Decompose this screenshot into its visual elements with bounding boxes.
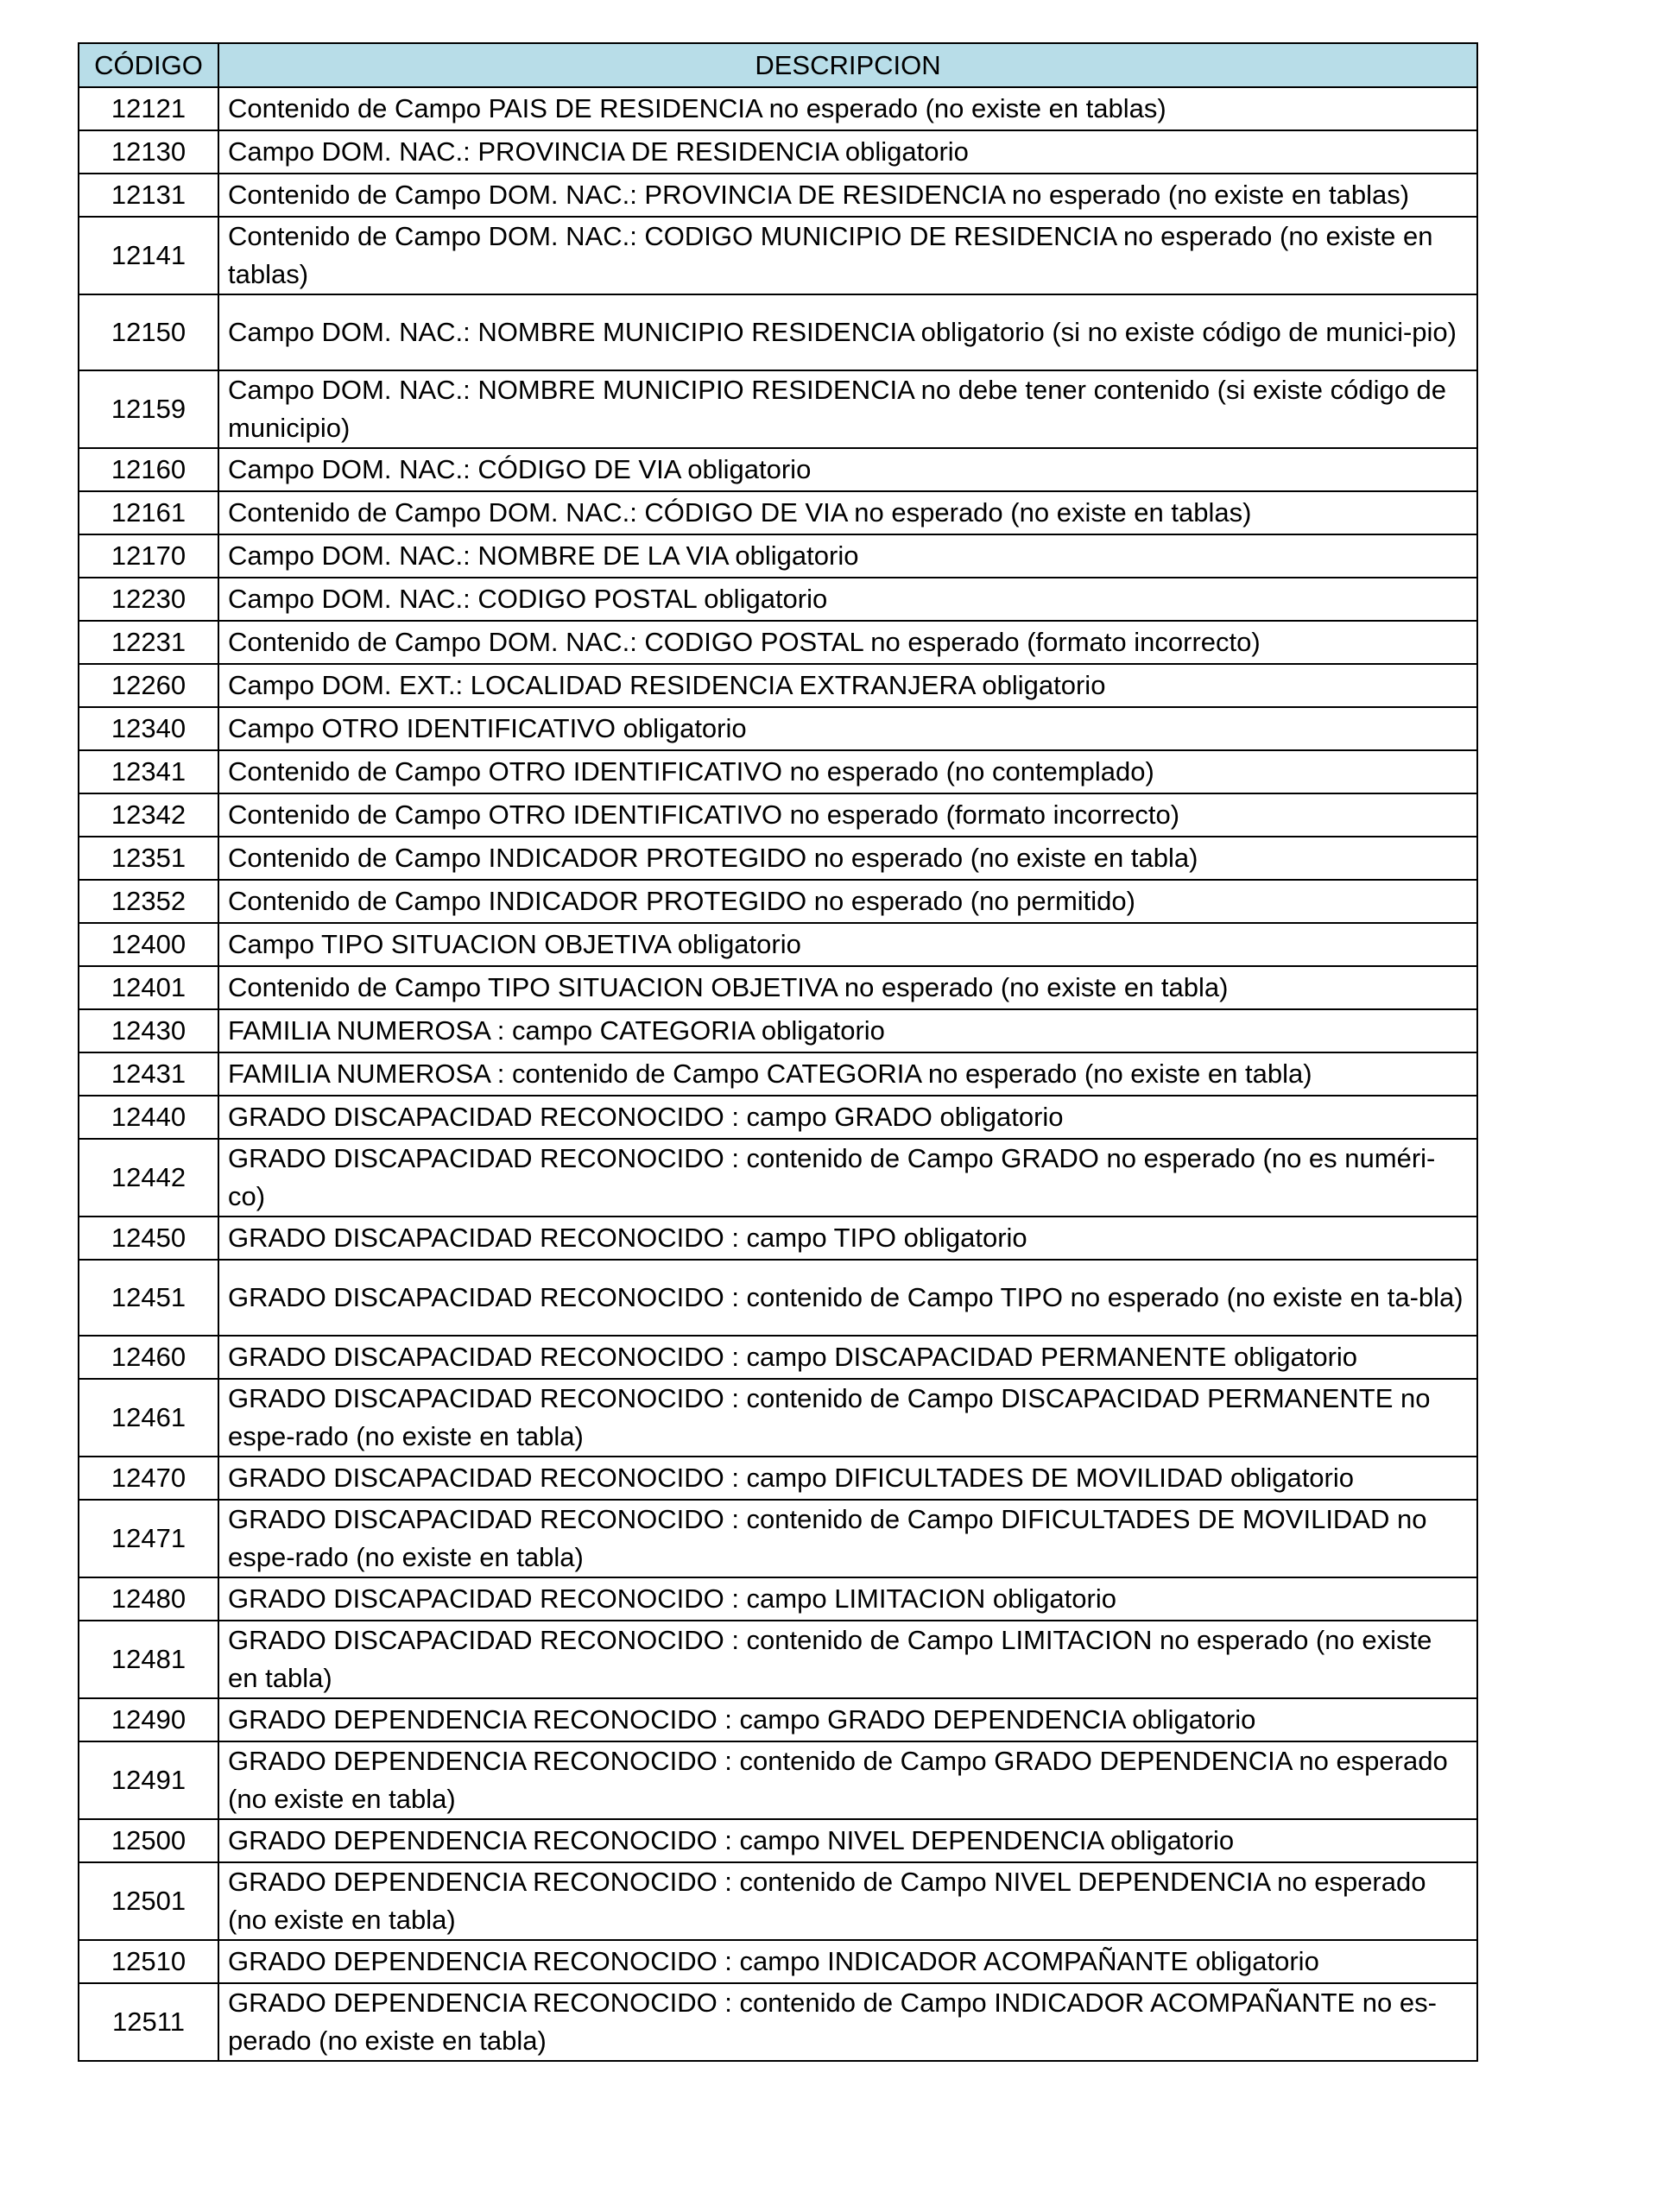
code-cell: 12231	[79, 621, 218, 664]
table-row	[79, 621, 1477, 664]
table-row	[79, 923, 1477, 966]
table-row	[79, 534, 1477, 578]
description-cell: FAMILIA NUMEROSA : contenido de Campo CATEGORIA no esperado (no existe en tabla)	[218, 1052, 1477, 1096]
description-cell: Campo DOM. NAC.: NOMBRE MUNICIPIO RESIDENCIA obligatorio (si no existe código de munici-pio)	[218, 294, 1477, 370]
code-cell: 12440	[79, 1096, 218, 1139]
table-row	[79, 1139, 1477, 1217]
table-row	[79, 1379, 1477, 1457]
table-header-row	[79, 43, 1477, 87]
table-row	[79, 217, 1477, 294]
code-cell: 12150	[79, 294, 218, 370]
table-row	[79, 1983, 1477, 2061]
code-cell: 12431	[79, 1052, 218, 1096]
code-cell: 12510	[79, 1940, 218, 1983]
description-cell: Contenido de Campo DOM. NAC.: CODIGO POSTAL no esperado (formato incorrecto)	[218, 621, 1477, 664]
description-cell: GRADO DISCAPACIDAD RECONOCIDO : campo TIPO obligatorio	[218, 1217, 1477, 1260]
code-cell: 12430	[79, 1009, 218, 1052]
code-cell: 12260	[79, 664, 218, 707]
code-cell: 12460	[79, 1336, 218, 1379]
code-cell: 12401	[79, 966, 218, 1009]
code-cell: 12451	[79, 1260, 218, 1336]
description-cell: Contenido de Campo PAIS DE RESIDENCIA no esperado (no existe en tablas)	[218, 87, 1477, 130]
code-cell: 12480	[79, 1577, 218, 1621]
code-cell: 12461	[79, 1379, 218, 1457]
header-code: CÓDIGO	[79, 43, 218, 87]
code-cell: 12160	[79, 448, 218, 491]
table-row	[79, 966, 1477, 1009]
table-body	[79, 87, 1477, 2061]
code-cell: 12400	[79, 923, 218, 966]
description-cell: GRADO DEPENDENCIA RECONOCIDO : campo INDICADOR ACOMPAÑANTE obligatorio	[218, 1940, 1477, 1983]
table-row	[79, 491, 1477, 534]
table-row	[79, 1052, 1477, 1096]
table-row	[79, 664, 1477, 707]
table-row	[79, 1457, 1477, 1500]
code-cell: 12450	[79, 1217, 218, 1260]
description-cell: GRADO DISCAPACIDAD RECONOCIDO : campo DISCAPACIDAD PERMANENTE obligatorio	[218, 1336, 1477, 1379]
code-cell: 12491	[79, 1741, 218, 1819]
table-row	[79, 793, 1477, 837]
table-row	[79, 750, 1477, 793]
description-cell: Contenido de Campo OTRO IDENTIFICATIVO no esperado (no contemplado)	[218, 750, 1477, 793]
code-cell: 12159	[79, 370, 218, 448]
table-row	[79, 1096, 1477, 1139]
code-cell: 12442	[79, 1139, 218, 1217]
code-cell: 12501	[79, 1862, 218, 1940]
description-cell: GRADO DISCAPACIDAD RECONOCIDO : contenido de Campo GRADO no esperado (no es numéri-co)	[218, 1139, 1477, 1217]
description-cell: Contenido de Campo DOM. NAC.: CÓDIGO DE VIA no esperado (no existe en tablas)	[218, 491, 1477, 534]
description-cell: GRADO DEPENDENCIA RECONOCIDO : campo NIVEL DEPENDENCIA obligatorio	[218, 1819, 1477, 1862]
code-cell: 12141	[79, 217, 218, 294]
code-cell: 12511	[79, 1983, 218, 2061]
code-cell: 12341	[79, 750, 218, 793]
table-row	[79, 1819, 1477, 1862]
description-cell: Campo DOM. NAC.: NOMBRE MUNICIPIO RESIDENCIA no debe tener contenido (si existe código de municipio)	[218, 370, 1477, 448]
table-row	[79, 1940, 1477, 1983]
table-row	[79, 294, 1477, 370]
table-row	[79, 174, 1477, 217]
table-row	[79, 1577, 1477, 1621]
description-cell: Contenido de Campo INDICADOR PROTEGIDO no esperado (no permitido)	[218, 880, 1477, 923]
description-cell: Contenido de Campo DOM. NAC.: PROVINCIA DE RESIDENCIA no esperado (no existe en tablas)	[218, 174, 1477, 217]
description-cell: Campo DOM. NAC.: CÓDIGO DE VIA obligatorio	[218, 448, 1477, 491]
description-cell: Contenido de Campo DOM. NAC.: CODIGO MUNICIPIO DE RESIDENCIA no esperado (no existe en tablas)	[218, 217, 1477, 294]
description-cell: GRADO DISCAPACIDAD RECONOCIDO : campo LIMITACION obligatorio	[218, 1577, 1477, 1621]
description-cell: Contenido de Campo TIPO SITUACION OBJETIVA no esperado (no existe en tabla)	[218, 966, 1477, 1009]
table-row	[79, 1698, 1477, 1741]
table-row	[79, 707, 1477, 750]
code-cell: 12340	[79, 707, 218, 750]
table-row	[79, 1500, 1477, 1577]
table-row	[79, 1260, 1477, 1336]
code-cell: 12470	[79, 1457, 218, 1500]
description-cell: FAMILIA NUMEROSA : campo CATEGORIA obligatorio	[218, 1009, 1477, 1052]
description-cell: GRADO DISCAPACIDAD RECONOCIDO : contenido de Campo TIPO no esperado (no existe en ta-bla)	[218, 1260, 1477, 1336]
description-cell: GRADO DISCAPACIDAD RECONOCIDO : contenido de Campo DIFICULTADES DE MOVILIDAD no espe-rado (no existe en tabla)	[218, 1500, 1477, 1577]
table-row	[79, 1336, 1477, 1379]
description-cell: Contenido de Campo OTRO IDENTIFICATIVO no esperado (formato incorrecto)	[218, 793, 1477, 837]
code-cell: 12121	[79, 87, 218, 130]
table-row	[79, 130, 1477, 174]
code-cell: 12342	[79, 793, 218, 837]
code-cell: 12230	[79, 578, 218, 621]
code-cell: 12471	[79, 1500, 218, 1577]
table-row	[79, 370, 1477, 448]
description-cell: GRADO DEPENDENCIA RECONOCIDO : contenido de Campo GRADO DEPENDENCIA no esperado (no existe en tabla)	[218, 1741, 1477, 1819]
description-cell: Contenido de Campo INDICADOR PROTEGIDO no esperado (no existe en tabla)	[218, 837, 1477, 880]
code-cell: 12170	[79, 534, 218, 578]
description-cell: Campo TIPO SITUACION OBJETIVA obligatorio	[218, 923, 1477, 966]
table-row	[79, 1621, 1477, 1698]
table-row	[79, 1862, 1477, 1940]
table-row	[79, 1741, 1477, 1819]
code-cell: 12161	[79, 491, 218, 534]
description-cell: Campo DOM. NAC.: NOMBRE DE LA VIA obligatorio	[218, 534, 1477, 578]
code-cell: 12351	[79, 837, 218, 880]
code-cell: 12500	[79, 1819, 218, 1862]
error-codes-table	[78, 42, 1478, 2062]
description-cell: GRADO DEPENDENCIA RECONOCIDO : contenido de Campo INDICADOR ACOMPAÑANTE no es-perado (no existe en tabla)	[218, 1983, 1477, 2061]
description-cell: GRADO DEPENDENCIA RECONOCIDO : campo GRADO DEPENDENCIA obligatorio	[218, 1698, 1477, 1741]
description-cell: Campo DOM. NAC.: CODIGO POSTAL obligatorio	[218, 578, 1477, 621]
table-row	[79, 837, 1477, 880]
description-cell: Campo DOM. NAC.: PROVINCIA DE RESIDENCIA obligatorio	[218, 130, 1477, 174]
description-cell: Campo DOM. EXT.: LOCALIDAD RESIDENCIA EXTRANJERA obligatorio	[218, 664, 1477, 707]
description-cell: GRADO DISCAPACIDAD RECONOCIDO : contenido de Campo DISCAPACIDAD PERMANENTE no espe-rado (no existe en tabla)	[218, 1379, 1477, 1457]
code-cell: 12490	[79, 1698, 218, 1741]
description-cell: GRADO DISCAPACIDAD RECONOCIDO : campo DIFICULTADES DE MOVILIDAD obligatorio	[218, 1457, 1477, 1500]
table-row	[79, 1217, 1477, 1260]
table-row	[79, 1009, 1477, 1052]
table-row	[79, 578, 1477, 621]
description-cell: GRADO DISCAPACIDAD RECONOCIDO : contenido de Campo LIMITACION no esperado (no existe en tabla)	[218, 1621, 1477, 1698]
table-row	[79, 448, 1477, 491]
table-row	[79, 87, 1477, 130]
code-cell: 12131	[79, 174, 218, 217]
description-cell: GRADO DISCAPACIDAD RECONOCIDO : campo GRADO obligatorio	[218, 1096, 1477, 1139]
description-cell: GRADO DEPENDENCIA RECONOCIDO : contenido de Campo NIVEL DEPENDENCIA no esperado (no existe en tabla)	[218, 1862, 1477, 1940]
table-row	[79, 880, 1477, 923]
code-cell: 12481	[79, 1621, 218, 1698]
description-cell: Campo OTRO IDENTIFICATIVO obligatorio	[218, 707, 1477, 750]
header-description: DESCRIPCION	[218, 43, 1477, 87]
code-cell: 12130	[79, 130, 218, 174]
code-cell: 12352	[79, 880, 218, 923]
